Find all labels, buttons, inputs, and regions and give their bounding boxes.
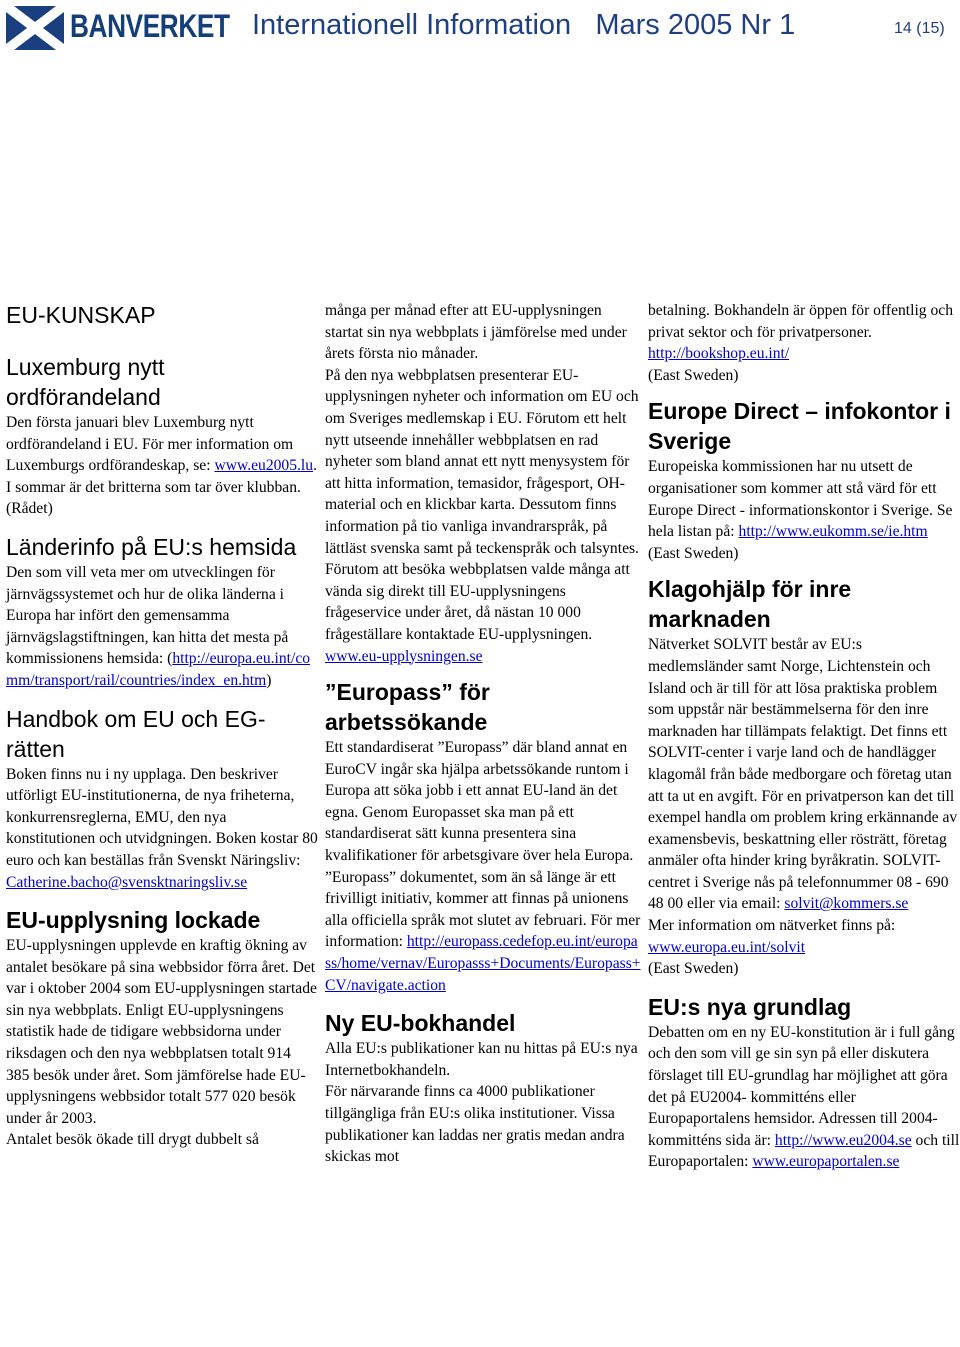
source-east-sweden-2: (East Sweden) (648, 544, 739, 562)
banverket-logo-text: BANVERKET (70, 8, 230, 44)
link-solvit[interactable]: www.europa.eu.int/solvit (648, 938, 806, 956)
page-number: 14 (15) (894, 20, 945, 37)
link-email-catherine[interactable]: Catherine.bacho@svensktnaringsliv.se (6, 873, 248, 891)
paragraph-mer-info (648, 915, 960, 958)
text-direct: Europeiska kommissionen har nu utsett de organisationer som kommer att stå värd för ett Europe Direct - informationskontor i Sverige. Se hela listan på: (648, 458, 953, 541)
paragraph-webbplats: På den nya webbplatsen presenterar EU-upplysningen nyheter och information om EU och om Sveriges medlemskap i EU. Förutom ett helt nytt utseende innehåller webbplatsen en rad nyheter som bland annat ett nytt menysystem för att hitta information, temasidor, frågesport, OH-material och en klickbar karta. Dessutom finns information på tio vanliga invandrarspråk, på lättläst svenska samt på teckenspråk och talsyntes. (325, 366, 639, 557)
paragraph-eu-upplysning: EU-upplysningen upplevde en kraftig ökning av antalet besökare på sina webbsidor förra året. Det var i oktober 2004 som EU-upplysningen startade sin nya webbplats. Enligt EU-upplysningens statistik hade de tidigare webbsidorna under riksdagen och den nya webbplatsen totalt 914 385 besök under året. Som jämförelse hade EU-upplysningens webbsidor totalt 577 020 besök under år 2003. (6, 937, 317, 1127)
paragraph-bookshop-link (648, 343, 960, 365)
link-eukomm[interactable]: http://www.eukomm.se/ie.htm (738, 523, 928, 541)
link-solvit-email[interactable]: solvit@kommers.se (784, 895, 909, 913)
page-title: Internationell Information Mars 2005 Nr 1 (252, 9, 796, 41)
paragraph-grundlag (648, 1022, 960, 1173)
paragraph-europass (325, 737, 641, 996)
source-east-sweden-3: (East Sweden) (648, 960, 739, 978)
paragraph-europe-direct (648, 456, 960, 542)
text-grund-b: och till Europaportalen: (648, 1131, 960, 1171)
paragraph-forutom: Förutom att besöka webbplatsen valde många att vända sig direkt till EU-upplysningens frågeservice under året, då nästan 10 000 frågeställare kontaktade EU-upplysningen. (325, 561, 630, 643)
link-eu2005[interactable]: www.eu2005.lu (214, 457, 314, 475)
banverket-logo-flag-icon (6, 6, 64, 50)
column-2 (325, 300, 641, 1168)
section-heading-eu-kunskap: EU-KUNSKAP (6, 302, 156, 328)
link-europass[interactable]: http://europass.cedefop.eu.int/europass/home/vernav/Europasss+Documents/Europass+CV/navigate.action (325, 933, 641, 994)
text-klago: Nätverket SOLVIT består av EU:s medlemsländer samt Norge, Lichtenstein och Island och är till för att lösa praktiska problem som uppstår när bestämmelserna för den inre marknaden har tillämpats felaktigt. Det finns ett SOLVIT-center i varje land och de handlägger klagomål från både medborgare och företag utan att ta ut en avgift. För en privatperson kan det till exempel handla om problem kring erkännande av examensbevis, beskattning eller rösträtt, företag anmäler ofta hinder kring byråkratin. SOLVIT-centret i Sverige nås på telefonnummer 08 - 690 48 00 eller via email: (648, 636, 958, 913)
heading-landerinfo: Länderinfo på EU:s hemsida (6, 533, 297, 560)
text-land-b: ) (266, 671, 272, 689)
text-europass: Ett standardiserat ”Europass” där bland annat en EuroCV ingår ska hjälpa arbetssökande runtom i Europa att söka jobb i ett annat EU-land än det egna. Genom Europasset ska man på ett standardiserat sätt kunna presentera sina kvalifikationer för arbetsgivare över hela Europa. ”Europass” dokumentet, som än så länge är ett frivilligt initiativ, kommer att finnas på unionens alla officiella språk mot slutet av februari. För mer information: (325, 739, 641, 951)
heading-luxemburg: Luxemburg nytt ordförandeland (6, 354, 165, 410)
text-hand: Boken finns nu i ny upplaga. Den beskriver utförligt EU-institutionerna, de nya friheterna, konkurrensreglerna, EMU, den nya konstitutionen och utvidgningen. Boken kostar 80 euro och kan beställas från Svenskt Näringsliv: (6, 765, 318, 869)
heading-europass: ”Europass” för arbetssökande (325, 679, 490, 736)
text-lux-a: Den första januari blev Luxemburg nytt ordförandeland i EU. För mer information om Luxemburgs ordförandeskap, se: (6, 414, 294, 475)
link-europaportalen[interactable]: www.europaportalen.se (752, 1153, 900, 1171)
heading-klagohjalp: Klagohjälp för inre marknaden (648, 576, 852, 633)
heading-europe-direct: Europe Direct – infokontor i Sverige (648, 398, 951, 455)
text-lux-b: . I sommar är det britterna som tar över klubban. (Rådet) (6, 457, 317, 518)
text-land-a: Den som vill veta mer om utvecklingen för järnvägssystemet och hur de olika länderna i Europa har infört den gemensamma järnvägslagstiftningen, kan hitta det mesta på kommissionens hemsida: ( (6, 563, 289, 668)
heading-grundlag: EU:s nya grundlag (648, 993, 852, 1020)
paragraph-eu-upplysning-2: Antalet besök ökade till drygt dubbelt så (6, 1131, 259, 1149)
link-bookshop[interactable]: http://bookshop.eu.int/ (648, 345, 790, 363)
column-3 (648, 300, 960, 1173)
paragraph-bokhandel-cont: betalning. Bokhandeln är öppen för offentlig och privat sektor och för privatpersoner. (648, 302, 954, 341)
paragraph-bokhandel-2: För närvarande finns ca 4000 publikationer tillgängliga från EU:s olika institutioner. Vissa publikationer kan laddas ner gratis medan andra skickas mot (325, 1083, 625, 1166)
paragraph-upplysning-cont: många per månad efter att EU-upplysningen startat sin nya webbplats i jämförelse med under årets första nio månader. (325, 302, 627, 363)
paragraph-upplysning-link (325, 646, 641, 668)
heading-handbok: Handbok om EU och EG-rätten (6, 705, 266, 762)
paragraph-landerinfo (6, 562, 318, 692)
heading-eu-upplysning: EU-upplysning lockade (6, 907, 261, 934)
paragraph-klagohjalp (648, 634, 960, 915)
paragraph-luxemburg (6, 412, 318, 520)
paragraph-bokhandel-1: Alla EU:s publikationer kan nu hittas på EU:s nya Internetbokhandeln. (325, 1040, 638, 1079)
paragraph-handbok (6, 764, 318, 894)
link-eu-upplysningen[interactable]: www.eu-upplysningen.se (325, 647, 483, 665)
text-mer: Mer information om nätverket finns på: (648, 917, 896, 935)
link-europa-transport[interactable]: http://europa.eu.int/comm/transport/rail/countries/index_en.htm (6, 650, 311, 689)
heading-bokhandel: Ny EU-bokhandel (325, 1010, 516, 1037)
column-1 (6, 300, 318, 1151)
text-grund-a: Debatten om en ny EU-konstitution är i full gång och den som vill ge sin syn på eller diskutera förslaget till EU-grundlag har möjlighet att göra det på EU2004- kommitténs eller Europaportalens hemsidor. Adressen till 2004-kommitténs sida är: (648, 1023, 955, 1149)
link-eu2004[interactable]: http://www.eu2004.se (774, 1131, 912, 1149)
source-east-sweden-1: (East Sweden) (648, 366, 739, 384)
